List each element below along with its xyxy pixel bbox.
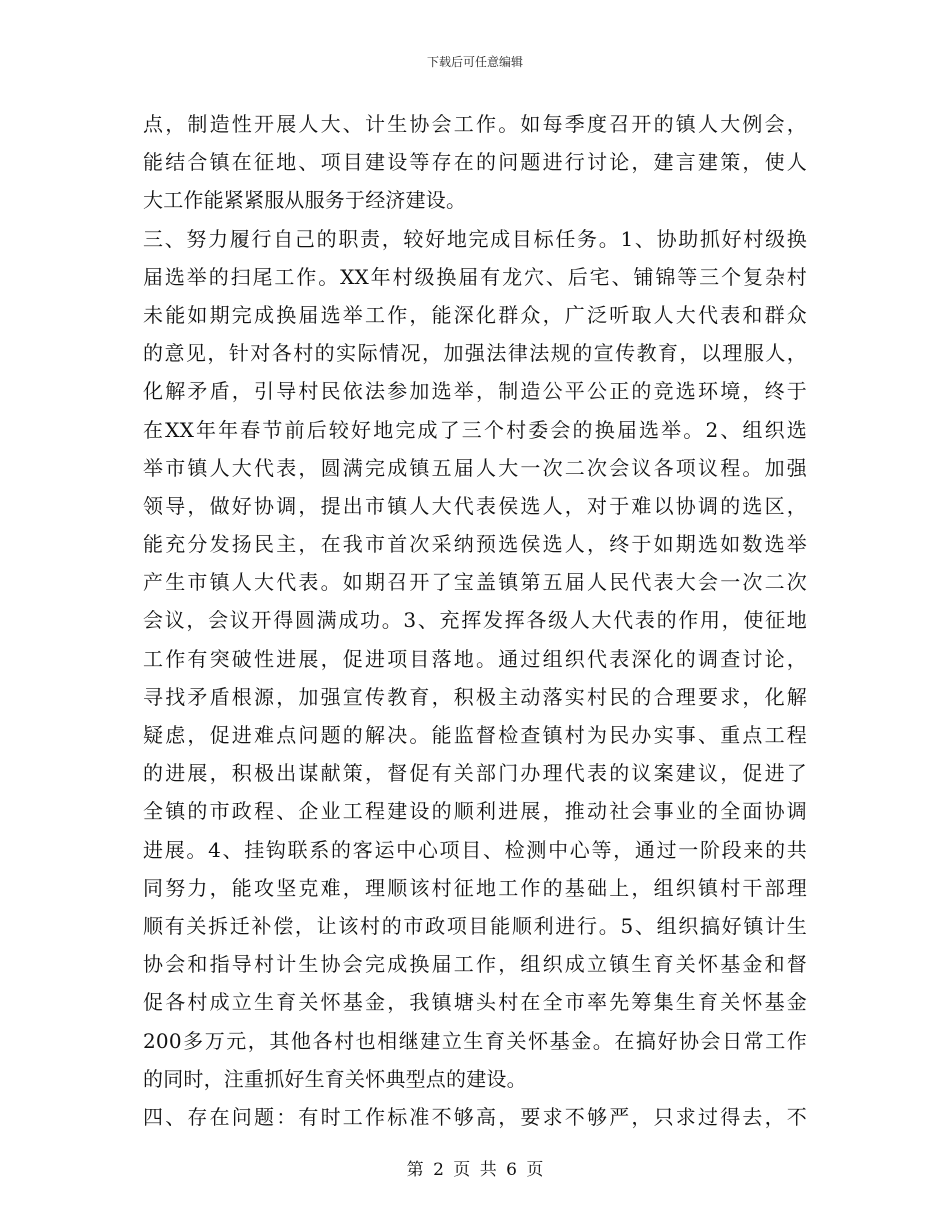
text-line: 的进展，积极出谋献策，督促有关部门办理代表的议案建议，促进了	[143, 761, 807, 786]
text-line: 点，制造性开展人大、计生协会工作。如每季度召开的镇人大例会，	[143, 112, 807, 136]
text-line: 未能如期完成换届选举工作，能深化群众，广泛听取人大代表和群众	[143, 302, 807, 327]
text-line: 寻找矛盾根源，加强宣传教育，积极主动落实村民的合理要求，化解	[143, 684, 807, 709]
text-line: 在XX年年春节前后较好地完成了三个村委会的换届选举。2、组织选	[143, 417, 807, 442]
text-line: 进展。4、挂钩联系的客运中心项目、检测中心等，通过一阶段来的共	[143, 837, 807, 862]
text-line: 全镇的市政程、企业工程建设的顺利进展，推动社会事业的全面协调	[143, 799, 807, 824]
text-line: 产生市镇人大代表。如期召开了宝盖镇第五届人民代表大会一次二次	[143, 570, 807, 595]
text-line: 200多万元，其他各村也相继建立生育关怀基金。在搞好协会日常工作	[143, 1028, 807, 1053]
text-line: 顺有关拆迁补偿，让该村的市政项目能顺利进行。5、组织搞好镇计生	[143, 913, 807, 938]
document-body	[143, 105, 807, 1136]
text-line: 促各村成立生育关怀基金，我镇塘头村在全市率先筹集生育关怀基金	[143, 990, 807, 1015]
text-line: 届选举的扫尾工作。XX年村级换届有龙穴、后宅、铺锦等三个复杂村	[143, 264, 807, 289]
page-number: 第 2 页 共 6 页	[406, 1160, 544, 1180]
text-line: 四、存在问题：有时工作标准不够高，要求不够严，只求过得去，不	[143, 1104, 807, 1129]
text-line: 能结合镇在征地、项目建设等存在的问题进行讨论，建言建策，使人	[143, 150, 807, 175]
text-line: 同努力，能攻坚克难，理顺该村征地工作的基础上，组织镇村干部理	[143, 875, 807, 900]
text-line: 三、努力履行自己的职责，较好地完成目标任务。1、协助抓好村级换	[143, 226, 807, 251]
text-line: 领导，做好协调，提出市镇人大代表侯选人，对于难以协调的选区，	[143, 493, 807, 518]
text-line: 工作有突破性进展，促进项目落地。通过组织代表深化的调查讨论，	[143, 646, 807, 671]
text-line: 协会和指导村计生协会完成换届工作，组织成立镇生育关怀基金和督	[143, 952, 807, 977]
text-line: 举市镇人大代表，圆满完成镇五届人大一次二次会议各项议程。加强	[143, 455, 807, 480]
text-line: 化解矛盾，引导村民依法参加选举，制造公平公正的竞选环境，终于	[143, 379, 807, 404]
text-line: 会议，会议开得圆满成功。3、充挥发挥各级人大代表的作用，使征地	[143, 608, 807, 633]
text-line: 能充分发扬民主，在我市首次采纳预选侯选人，终于如期选如数选举	[143, 532, 807, 557]
text-line: 疑虑，促进难点问题的解决。能监督检查镇村为民办实事、重点工程	[143, 723, 807, 747]
page-header: 下载后可任意编辑	[426, 55, 523, 69]
text-line: 的同时，注重抓好生育关怀典型点的建设。	[143, 1066, 527, 1091]
text-line: 大工作能紧紧服从服务于经济建设。	[143, 188, 467, 213]
text-line: 的意见，针对各村的实际情况，加强法律法规的宣传教育，以理服人，	[143, 341, 807, 366]
